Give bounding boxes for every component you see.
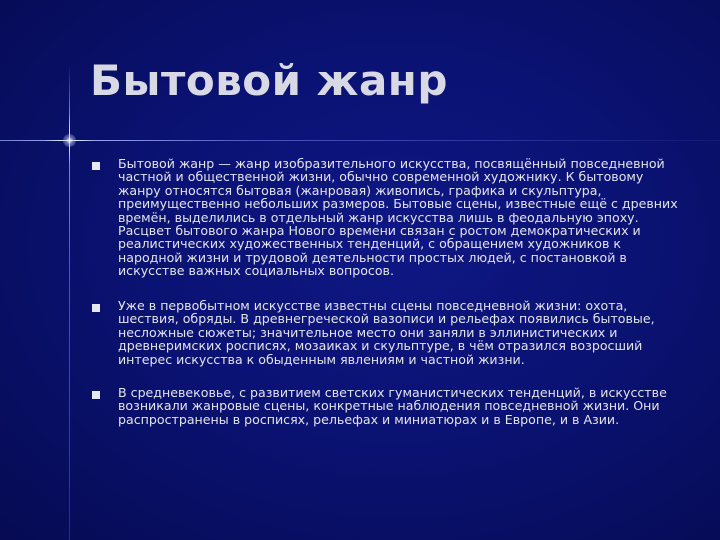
square-bullet-icon: [92, 391, 100, 399]
slide-title: Бытовой жанр: [90, 56, 448, 105]
bullet-text: Уже в первобытном искусстве известны сцены повседневной жизни: охота, шествия, обряды. В древнегреческой вазописи и рельефах появились бытовые, несложные сюжеты; значительное место они заняли в эллинистических и древнеримских росписях, мозаиках и скульптуре, в чём отразился возросший интерес искусства к обыденным явлениям и частной жизни.: [118, 298, 655, 367]
square-bullet-icon: [92, 304, 100, 312]
bullet-text: В средневековье, с развитием светских гуманистических тенденций, в искусстве возникали жанровые сцены, конкретные наблюдения повседневной жизни. Они распространены в росписях, рельефах и миниатюрах и в Европе, и в Азии.: [118, 385, 667, 427]
square-bullet-icon: [92, 162, 100, 170]
bullet-text: Бытовой жанр — жанр изобразительного искусства, посвящённый повседневной частной и общественной жизни, обычно современной художнику. К бытовому жанру относятся бытовая (жанровая) живопись, графика и скульптура, преимущественно небольших размеров. Бытовые сцены, известные ещё с древних времён, выделились в отдельный жанр искусства лишь в феодальную эпоху. Расцвет бытового жанра Нового времени связан с ростом демократических и реалистических художественных тенденций, с обращением художников к народной жизни и трудовой деятельности простых людей, с постановкой в искусстве важных социальных вопросов.: [118, 156, 678, 279]
